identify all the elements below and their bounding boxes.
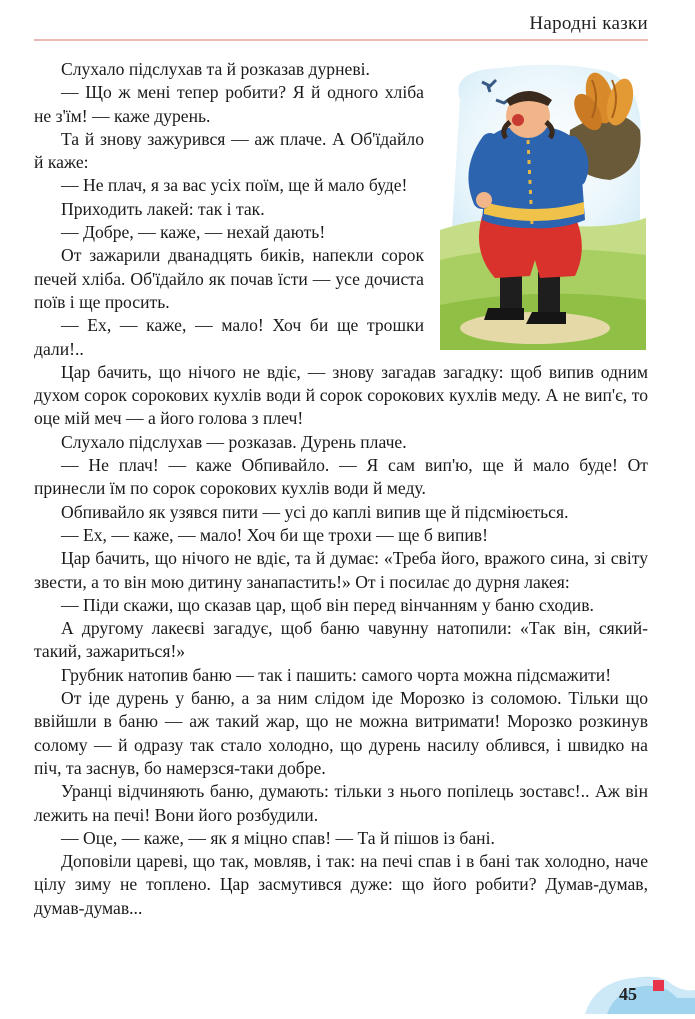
paragraph: Грубник натопив баню — так і пашить: самого чорта можна підсмажити! <box>61 664 612 685</box>
page-badge-square <box>653 980 664 991</box>
paragraph: Цар бачить, що нічого не вдіє, — знову загадав загадку: щоб випив одним духом сорок сорокових кухлів води й сорок сорокових кухлів меду. А не вип'є, то оце мій меч — а його голова з плеч! <box>34 361 648 429</box>
section-title: Народні казки <box>529 13 648 34</box>
page-badge-shape <box>585 968 695 1014</box>
paragraph: Цар бачить, що нічого не вдіє, та й думає: «Треба його, вражого сина, зі світу звести, а то він мою дитину занапастить!» От і посилає до дурня лакея: <box>34 548 648 592</box>
page-number: 45 <box>619 984 637 1004</box>
paragraph: — Не плач! — каже Обпивайло. — Я сам вип'ю, ще й мало буде! От принесли їм по сорок сорокових кухлів води й меду. <box>34 455 648 499</box>
running-header <box>34 0 648 40</box>
page-number-badge <box>585 968 695 1014</box>
paragraph: — Добре, — каже, — нехай дають! <box>61 222 326 243</box>
paragraph: От іде дурень у баню, а за ним слідом іде Морозко із соломою. Тільки що ввійшли в баню — аж такий жар, що не можна витримати! Морозко розкинув солому — й одразу так стало холодно, що дурень насилу облився, і швидко на піч, та заснув, бо намерзся-таки добре. <box>34 688 648 778</box>
paragraph: — Піди скажи, що сказав цар, щоб він перед вінчанням у баню сходив. <box>61 594 594 615</box>
paragraph: Слухало підслухав — розказав. Дурень плаче. <box>61 431 407 452</box>
paragraph: — Ех, — каже, — мало! Хоч би ще трошки дали!.. <box>34 315 424 359</box>
paragraph: От зажарили дванадцять биків, напекли сорок печей хліба. Об'їдайло як почав їсти — усе дочиста поїв і ще просить. <box>34 245 424 312</box>
paragraph: Та й знову зажурився — аж плаче. А Об'їдайло й каже: <box>34 128 424 173</box>
paragraph: Слухало підслухав та й розказав дурневі. <box>61 59 370 79</box>
paragraph: Уранці відчиняють баню, думають: тільки з нього попілець зоставс!.. Аж він лежить на печі! Вони його розбудили. <box>34 781 648 825</box>
header-rule <box>34 39 648 41</box>
paragraph: — Не плач, я за вас усіх поїм, ще й мало буде! <box>61 175 408 196</box>
paragraph: Доповіли цареві, що так, мовляв, і так: на печі спав і в бані так холодно, наче цілу зиму не топлено. Цар засмутився дуже: що його робити? Думав-думав, думав-думав... <box>34 851 648 918</box>
paragraph: — Що ж мені тепер робити? Я й одного хліба не з'їм! — каже дурень. <box>34 82 424 126</box>
paragraph: — Оце, — каже, — як я міцно спав! — Та й пішов із бані. <box>61 827 495 848</box>
paragraph: Обпивайло як узявся пити — усі до каплі випив ще й підсміюється. <box>61 501 569 522</box>
paragraph: — Ех, — каже, — мало! Хоч би ще трохи — ще б випив! <box>61 524 488 545</box>
paragraph: Приходить лакей: так і так. <box>61 198 265 219</box>
paragraph: А другому лакеєві загадує, щоб баню чавунну натопили: «Так він, сякий-такий, зажариться!» <box>34 618 648 662</box>
body-text <box>34 58 648 920</box>
